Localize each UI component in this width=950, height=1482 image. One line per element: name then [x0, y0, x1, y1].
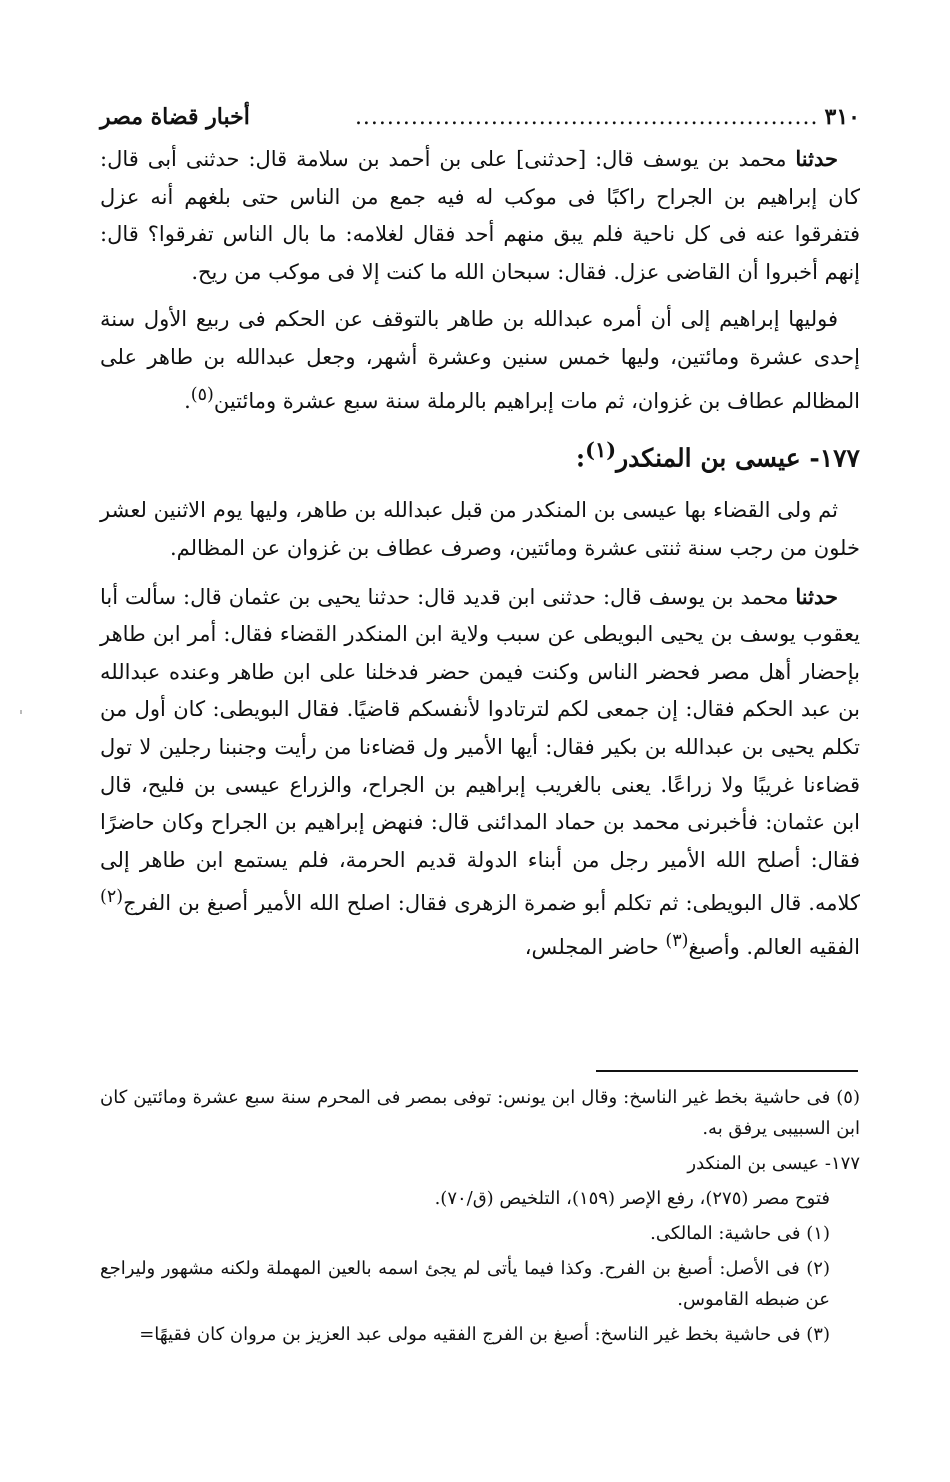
footnote-marker[interactable]: (٢): [100, 887, 124, 908]
paragraph: [100, 140, 860, 291]
paragraph-text: محمد بن يوسف قال: حدثنى ابن قديد قال: حدثنا يحيى بن عثمان قال: سألت أبا يعقوب يوسف بن يحيى البويطى عن سبب ولاية ابن المنكدر القضاء فقال: أمر ابن طاهر بإحضار أهل مصر فحضر الناس وكنت فيمن حضر فدخلنا على ابن طاهر وعنده عبدالله بن عبد الحكم فقال: إن جمعى لكم لترتادوا لأنفسكم قاضيًا. فقال البويطى: كان أول من تكلم يحيى بن عبدالله بن بكير فقال: أيها الأمير ول قضاءنا من رأيت وجنبنا رجلين لا تول قضاءنا غريبًا ولا زراعًا. يعنى بالغريب إبراهيم بن الجراح، والزراع عيسى بن فليح، قال ابن عثمان: فأخبرنى محمد بن حماد المدائنى قال: فنهض إبراهيم بن الجراح وكان حاضرًا فقال: أصلح الله الأمير رجل من أبناء الدولة قديم الحرمة، فلم يستمع ابن طاهر إلى كلامه. قال البويطى: ثم تكلم أبو ضمرة الزهرى فقال: اصلح الله الأمير أصبغ بن الفرج: [100, 584, 860, 916]
section-heading-text: ١٧٧- عيسى بن المنكدر: [616, 443, 860, 473]
footnote-marker[interactable]: (١): [585, 437, 617, 463]
footnote-separator: [596, 1070, 858, 1072]
paragraph-lead-word: حدثنا: [795, 583, 838, 609]
footnote-bio-heading: ١٧٧- عيسى بن المنكدر: [687, 1153, 860, 1174]
footnotes: [100, 1082, 860, 1354]
running-header: [100, 104, 860, 140]
footnote-marker[interactable]: (٣): [665, 931, 689, 952]
paragraph-text: فوليها إبراهيم إلى أن أمره عبدالله بن طاهر بالتوقف عن الحكم فى ربيع الأول سنة إحدى عشرة ومائتين، وليها خمس سنين وعشرة أشهر، وجعل عبدالله بن طاهر على المظالم عطاف بن غزوان، ثم مات إبراهيم بالرملة سنة سبع عشرة ومائتين: [100, 307, 860, 413]
footnote-marker[interactable]: (٥): [190, 384, 214, 405]
footnote-1: (١) فى حاشية: المالكى.: [650, 1223, 830, 1244]
paragraph-text: محمد بن يوسف قال: [حدثنى] على بن أحمد بن سلامة قال: حدثنى أبى قال: كان إبراهيم بن الجراح راكبًا فى موكب له فيه جمع من الناس حتى بلغهم أنه عزل فتفرقوا عنه فى كل ناحية فلم يبق منهم أحد فقال لغلامه: ما بال الناس تفرقوا؟ قال: إنهم أخبروا أن القاضى عزل. فقال: سبحان الله ما كنت إلا فى موكب من ريح.: [100, 147, 860, 284]
paragraph: [100, 301, 860, 420]
paragraph-text-continued: الفقيه العالم. وأصبغ: [688, 935, 860, 960]
footnote-2: (٢) فى الأصل: أصبغ بن الفرح. وكذا فيما يأتى لم يجئ اسمه بالعين المهملة ولكنه مشهور وليراجع عن ضبطه القاموس.: [100, 1258, 830, 1310]
footnote-3: (٣) فى حاشية بخط غير الناسخ: أصبغ بن الفرج الفقيه مولى عبد العزيز بن مروان كان فقيهًا=: [139, 1324, 830, 1345]
footnote-5: (٥) فى حاشية بخط غير الناسخ: وقال ابن يونس: توفى بمصر فى المحرم سنة سبع عشرة ومائتين كان ابن السبيبى يرفق به.: [100, 1087, 860, 1139]
main-text: [100, 140, 860, 977]
page-number: ٣١٠: [824, 104, 860, 130]
book-title: أخبار قضاة مصر: [100, 104, 250, 130]
footnote-bio-sources: فتوح مصر (٢٧٥)، رفع الإصر (١٥٩)، التلخيص (ق/٧٠).: [434, 1188, 830, 1209]
section-heading: [100, 430, 860, 478]
paragraph-tail: .: [184, 388, 191, 413]
header-dot-leader: ..........................................................: [354, 105, 819, 130]
paragraph-text: ثم ولى القضاء بها عيسى بن المنكدر من قبل عبدالله بن طاهر، وليها يوم الاثنين لعشر خلون من رجب سنة ثنتى عشرة ومائتين، وصرف عطاف بن غزوان عن المظالم.: [100, 498, 860, 561]
paragraph: [100, 578, 860, 967]
section-heading-tail: :: [575, 443, 586, 473]
paragraph: [100, 492, 860, 567]
paragraph-lead-word: حدثنا: [795, 146, 838, 171]
scan-mark: [20, 710, 22, 714]
paragraph-tail: حاضر المجلس،: [524, 935, 666, 960]
